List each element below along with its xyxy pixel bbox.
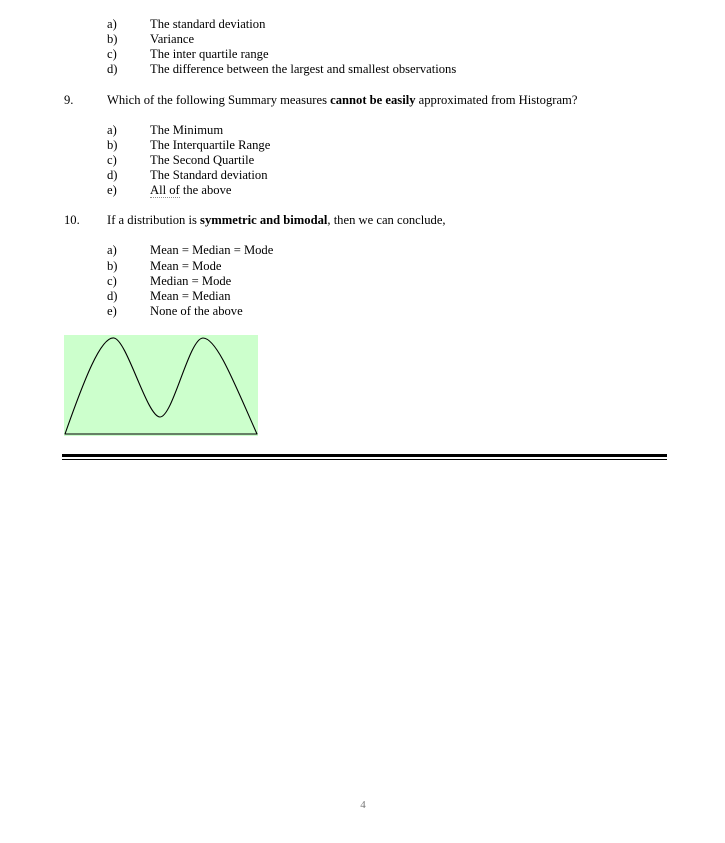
list-item <box>107 138 667 153</box>
option-text: Mean = Median <box>150 289 231 303</box>
option-text: The Minimum <box>150 123 224 137</box>
question-text-part: approximated from Histogram? <box>415 93 578 107</box>
bimodal-distribution-figure <box>64 335 258 436</box>
figure-background <box>64 335 258 436</box>
option-text: The inter quartile range <box>150 47 269 61</box>
list-item <box>107 289 667 304</box>
question-emphasis: symmetric and bimodal <box>200 213 328 227</box>
page-number: 4 <box>360 799 366 811</box>
option-text: Variance <box>150 32 195 46</box>
question-number: 10. <box>64 213 80 227</box>
list-item <box>107 153 667 168</box>
option-text: Mean = Mode <box>150 259 222 273</box>
option-text <box>150 183 232 198</box>
question-text-part: , then we can conclude, <box>327 213 446 227</box>
list-item <box>107 183 667 198</box>
question-text <box>107 92 577 108</box>
option-text: The Standard deviation <box>150 168 268 182</box>
question-10 <box>64 212 684 228</box>
option-text: The Second Quartile <box>150 153 255 167</box>
question-number: 9. <box>64 93 74 107</box>
spellcheck-mark: All of <box>150 183 180 197</box>
option-letter: b) <box>107 259 118 273</box>
question-9 <box>64 92 684 108</box>
option-text: Median = Mode <box>150 274 232 288</box>
option-text: The difference between the largest and smallest observations <box>150 62 457 76</box>
question-text <box>107 212 446 228</box>
option-text-part: the above <box>179 183 232 197</box>
option-letter: e) <box>107 304 117 318</box>
divider-thin <box>62 459 667 460</box>
list-item <box>107 274 667 289</box>
option-letter: d) <box>107 62 118 76</box>
option-letter: d) <box>107 289 118 303</box>
option-letter: a) <box>107 123 117 137</box>
option-text: Mean = Median = Mode <box>150 243 274 257</box>
list-item <box>107 123 667 138</box>
option-text: None of the above <box>150 304 243 318</box>
option-letter: c) <box>107 47 117 61</box>
option-letter: c) <box>107 153 117 167</box>
question-emphasis: cannot be easily <box>330 93 416 107</box>
option-text: The standard deviation <box>150 17 266 31</box>
option-text: The Interquartile Range <box>150 138 271 152</box>
option-letter: e) <box>107 183 117 197</box>
divider-thick <box>62 454 667 457</box>
list-item <box>107 243 667 258</box>
option-letter: a) <box>107 243 117 257</box>
option-letter: a) <box>107 17 117 31</box>
list-item <box>107 17 667 32</box>
list-item <box>107 168 667 183</box>
list-item <box>107 47 667 62</box>
list-item <box>107 32 667 47</box>
option-letter: d) <box>107 168 118 182</box>
list-item <box>107 62 667 77</box>
option-letter: b) <box>107 32 118 46</box>
list-item <box>107 304 667 319</box>
question-text-part: Which of the following Summary measures <box>107 93 331 107</box>
list-item <box>107 259 667 274</box>
option-letter: c) <box>107 274 117 288</box>
option-letter: b) <box>107 138 118 152</box>
question-text-part: If a distribution is <box>107 213 201 227</box>
